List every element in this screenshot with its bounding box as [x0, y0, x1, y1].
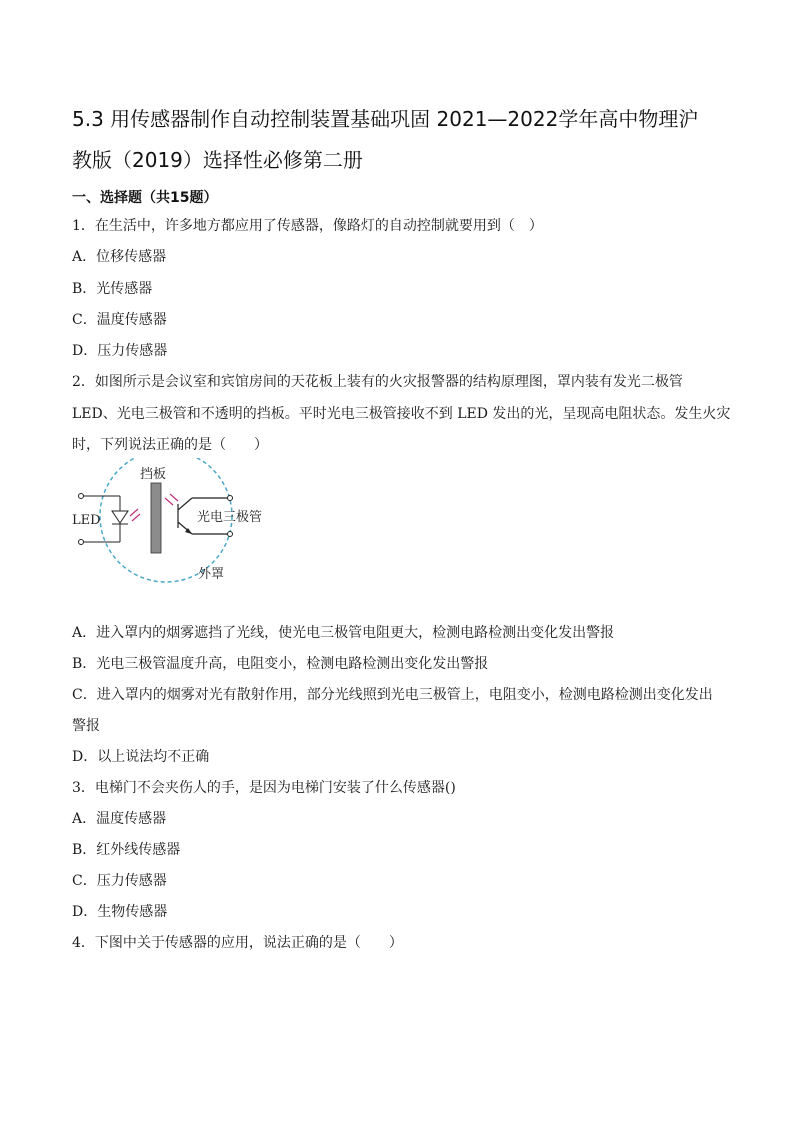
question-2-stem-line-2: LED、光电三极管和不透明的挡板。平时光电三极管接收不到 LED 发出的光，呈现高电阻状态。发生火灾	[72, 406, 731, 422]
cover-label: 外罩	[198, 567, 225, 582]
led-diode-symbol	[112, 511, 128, 523]
question-4-stem: 4．下图中关于传感器的应用，说法正确的是（ ）	[72, 935, 403, 951]
question-3-option-a: A．温度传感器	[72, 811, 167, 827]
phototransistor-terminal-bottom	[228, 532, 233, 537]
phototransistor-light-arrows	[165, 494, 178, 505]
question-2-option-b: B．光电三极管温度升高，电阻变小，检测电路检测出变化发出警报	[72, 656, 489, 672]
question-3-option-c: C．压力传感器	[72, 873, 167, 889]
opaque-board	[151, 483, 161, 553]
section-heading: 一、选择题（共15题）	[72, 190, 218, 206]
question-1-option-b: B．光传感器	[72, 281, 153, 297]
question-3-option-d: D．生物传感器	[72, 904, 168, 920]
question-3-stem: 3．电梯门不会夹伤人的手，是因为电梯门安装了什么传感器()	[72, 780, 456, 796]
question-3-option-b: B．红外线传感器	[72, 842, 181, 858]
question-2-option-d: D．以上说法均不正确	[72, 749, 210, 765]
led-terminal-top	[79, 494, 84, 499]
question-1-stem: 1．在生活中，许多地方都应用了传感器，像路灯的自动控制就要用到（ ）	[72, 218, 543, 234]
led-terminal-bottom	[79, 540, 84, 545]
phototransistor-label: 光电三极管	[197, 510, 263, 525]
document-title-line-1: 5.3 用传感器制作自动控制装置基础巩固 2021—2022学年高中物理沪	[72, 107, 699, 131]
phototransistor-terminal-top	[228, 496, 233, 501]
question-1-option-d: D．压力传感器	[72, 343, 168, 359]
question-1-option-a: A．位移传感器	[72, 249, 167, 265]
document-title-line-2: 教版（2019）选择性必修第二册	[72, 148, 363, 172]
question-2-option-c-line-2: 警报	[72, 718, 100, 734]
question-2-stem-line-3: 时，下列说法正确的是（ ）	[72, 437, 268, 453]
question-1-option-c: C．温度传感器	[72, 312, 167, 328]
board-label: 挡板	[140, 467, 167, 482]
question-2-stem-line-1: 2．如图所示是会议室和宾馆房间的天花板上装有的火灾报警器的结构原理图，罩内装有发光二极管	[72, 374, 683, 390]
question-2-option-a: A．进入罩内的烟雾遮挡了光线，使光电三极管电阻更大，检测电路检测出变化发出警报	[72, 625, 615, 641]
question-2-option-c-line-1: C．进入罩内的烟雾对光有散射作用，部分光线照到光电三极管上，电阻变小，检测电路检测出变化发出	[72, 687, 713, 703]
led-light-arrows	[130, 509, 140, 521]
led-label: LED	[72, 513, 101, 528]
fire-alarm-diagram	[70, 458, 280, 588]
